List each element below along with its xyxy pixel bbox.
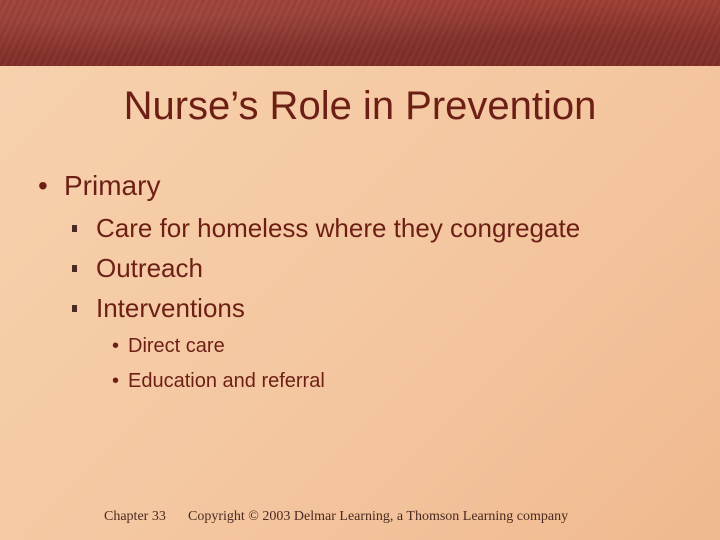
sub-sub-bullet-education <box>112 368 325 394</box>
sub-bullet-label: Interventions <box>96 293 245 323</box>
footer-chapter: Chapter 33 <box>104 509 166 524</box>
slide-title: Nurse’s Role in Prevention <box>123 84 597 128</box>
header-band <box>0 0 720 66</box>
square-bullet-icon <box>72 265 77 272</box>
bullet-marker: • <box>112 370 120 392</box>
footer-copyright: Copyright © 2003 Delmar Learning, a Thomson Learning company <box>188 509 569 524</box>
sub-bullet-label: Outreach <box>96 253 203 283</box>
sub-sub-bullet-label: Education and referral <box>128 370 325 392</box>
bullet-marker: • <box>38 170 48 201</box>
bullet-marker: • <box>112 335 120 357</box>
sub-sub-bullet-direct-care <box>112 333 225 359</box>
bullet-label: Primary <box>64 170 161 201</box>
sub-sub-bullet-label: Direct care <box>128 335 225 357</box>
square-bullet-icon <box>72 305 77 312</box>
square-bullet-icon <box>72 225 77 232</box>
bullet-primary <box>38 168 160 204</box>
sub-bullet-label: Care for homeless where they congregate <box>96 213 581 243</box>
